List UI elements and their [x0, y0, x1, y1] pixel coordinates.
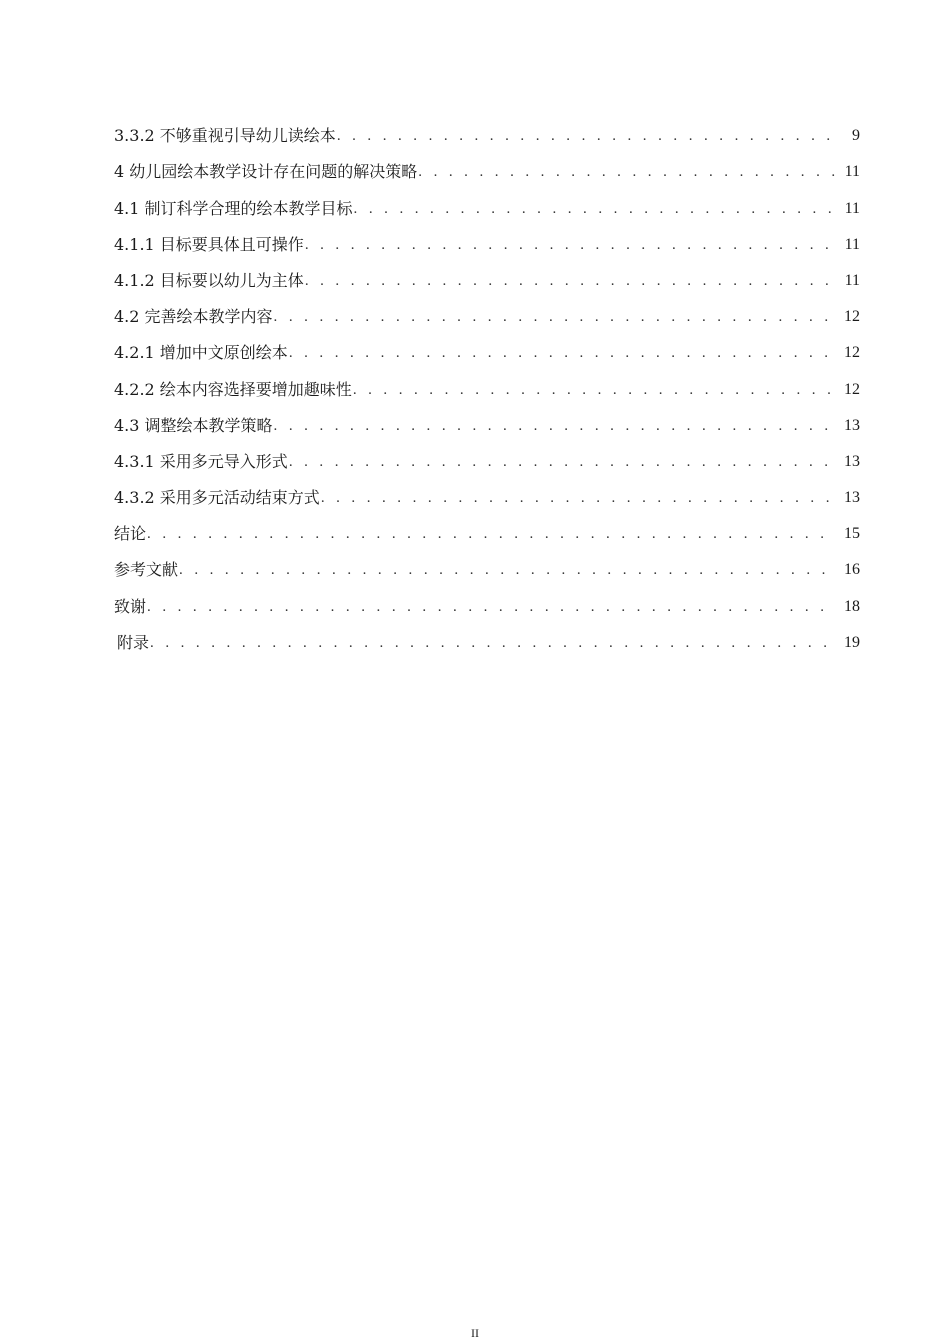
toc-entry[interactable] [114, 370, 860, 406]
dot-leader [305, 235, 836, 255]
toc-entry-label: 参考文献 [114, 560, 179, 580]
toc-entry-page: 12 [844, 380, 860, 398]
toc-entry-page: 15 [844, 525, 860, 543]
toc-entry[interactable] [114, 117, 860, 153]
toc-entry-label: 4.1.2 目标要以幼儿为主体 [114, 270, 304, 290]
dot-leader [179, 560, 836, 580]
toc-entry-label: 4.3 调整绘本教学策略 [114, 415, 273, 435]
toc-entry[interactable] [114, 479, 860, 515]
toc-entry-page: 12 [844, 344, 860, 362]
dot-leader [147, 524, 836, 544]
toc-entry-label: 附录 [117, 632, 150, 652]
toc-entry-label: 4 幼儿园绘本教学设计存在问题的解决策略 [114, 162, 418, 182]
toc-entry-page: 11 [844, 235, 860, 253]
toc-entry-label: 4.3.1 采用多元导入形式 [114, 451, 288, 471]
toc-entry-label: 4.1.1 目标要具体且可操作 [114, 234, 304, 254]
toc-entry-label: 4.3.2 采用多元活动结束方式 [114, 488, 320, 508]
toc-entry[interactable] [114, 153, 860, 189]
toc-entry[interactable] [114, 262, 860, 298]
toc-entry-page: 19 [844, 633, 860, 651]
toc-entry-page: 18 [844, 597, 860, 615]
toc-entry-page: 13 [844, 416, 860, 434]
page-number-footer: II [471, 1326, 479, 1340]
toc-entry[interactable] [114, 334, 860, 370]
dot-leader [418, 162, 836, 182]
toc-entry-page: 11 [844, 271, 860, 289]
dot-leader [289, 452, 836, 472]
toc-entry-page: 11 [844, 163, 860, 181]
toc-entry[interactable] [114, 551, 860, 587]
toc-entry[interactable] [114, 407, 860, 443]
dot-leader [274, 307, 836, 327]
toc-entry-label: 3.3.2 不够重视引导幼儿读绘本 [114, 126, 336, 146]
toc-entry-label: 4.1 制订科学合理的绘本教学目标 [114, 198, 353, 218]
toc-entry-label: 结论 [114, 524, 147, 544]
dot-leader [353, 380, 836, 400]
toc-entry[interactable] [114, 298, 860, 334]
dot-leader [305, 271, 836, 291]
dot-leader [337, 126, 836, 146]
toc-entry[interactable] [114, 226, 860, 262]
toc-entry[interactable] [114, 587, 860, 623]
dot-leader [274, 416, 836, 436]
dot-leader [321, 488, 836, 508]
toc-entry-page: 13 [844, 489, 860, 507]
toc-entry-page: 12 [844, 308, 860, 326]
dot-leader [354, 199, 836, 219]
dot-leader [150, 633, 836, 653]
toc-entry-page: 11 [844, 199, 860, 217]
toc-entry[interactable] [114, 443, 860, 479]
toc-entry-label: 4.2.1 增加中文原创绘本 [114, 343, 288, 363]
toc-entry-page: 13 [844, 452, 860, 470]
toc-entry-page: 16 [844, 561, 860, 579]
table-of-contents [114, 117, 860, 660]
toc-entry-label: 4.2 完善绘本教学内容 [114, 307, 273, 327]
toc-entry-label: 4.2.2 绘本内容选择要增加趣味性 [114, 379, 352, 399]
dot-leader [289, 343, 836, 363]
toc-entry[interactable] [114, 189, 860, 225]
dot-leader [147, 597, 836, 617]
toc-entry-label: 致谢 [114, 596, 147, 616]
toc-entry[interactable] [114, 624, 860, 660]
toc-entry-page: 9 [852, 127, 860, 145]
toc-entry[interactable] [114, 515, 860, 551]
